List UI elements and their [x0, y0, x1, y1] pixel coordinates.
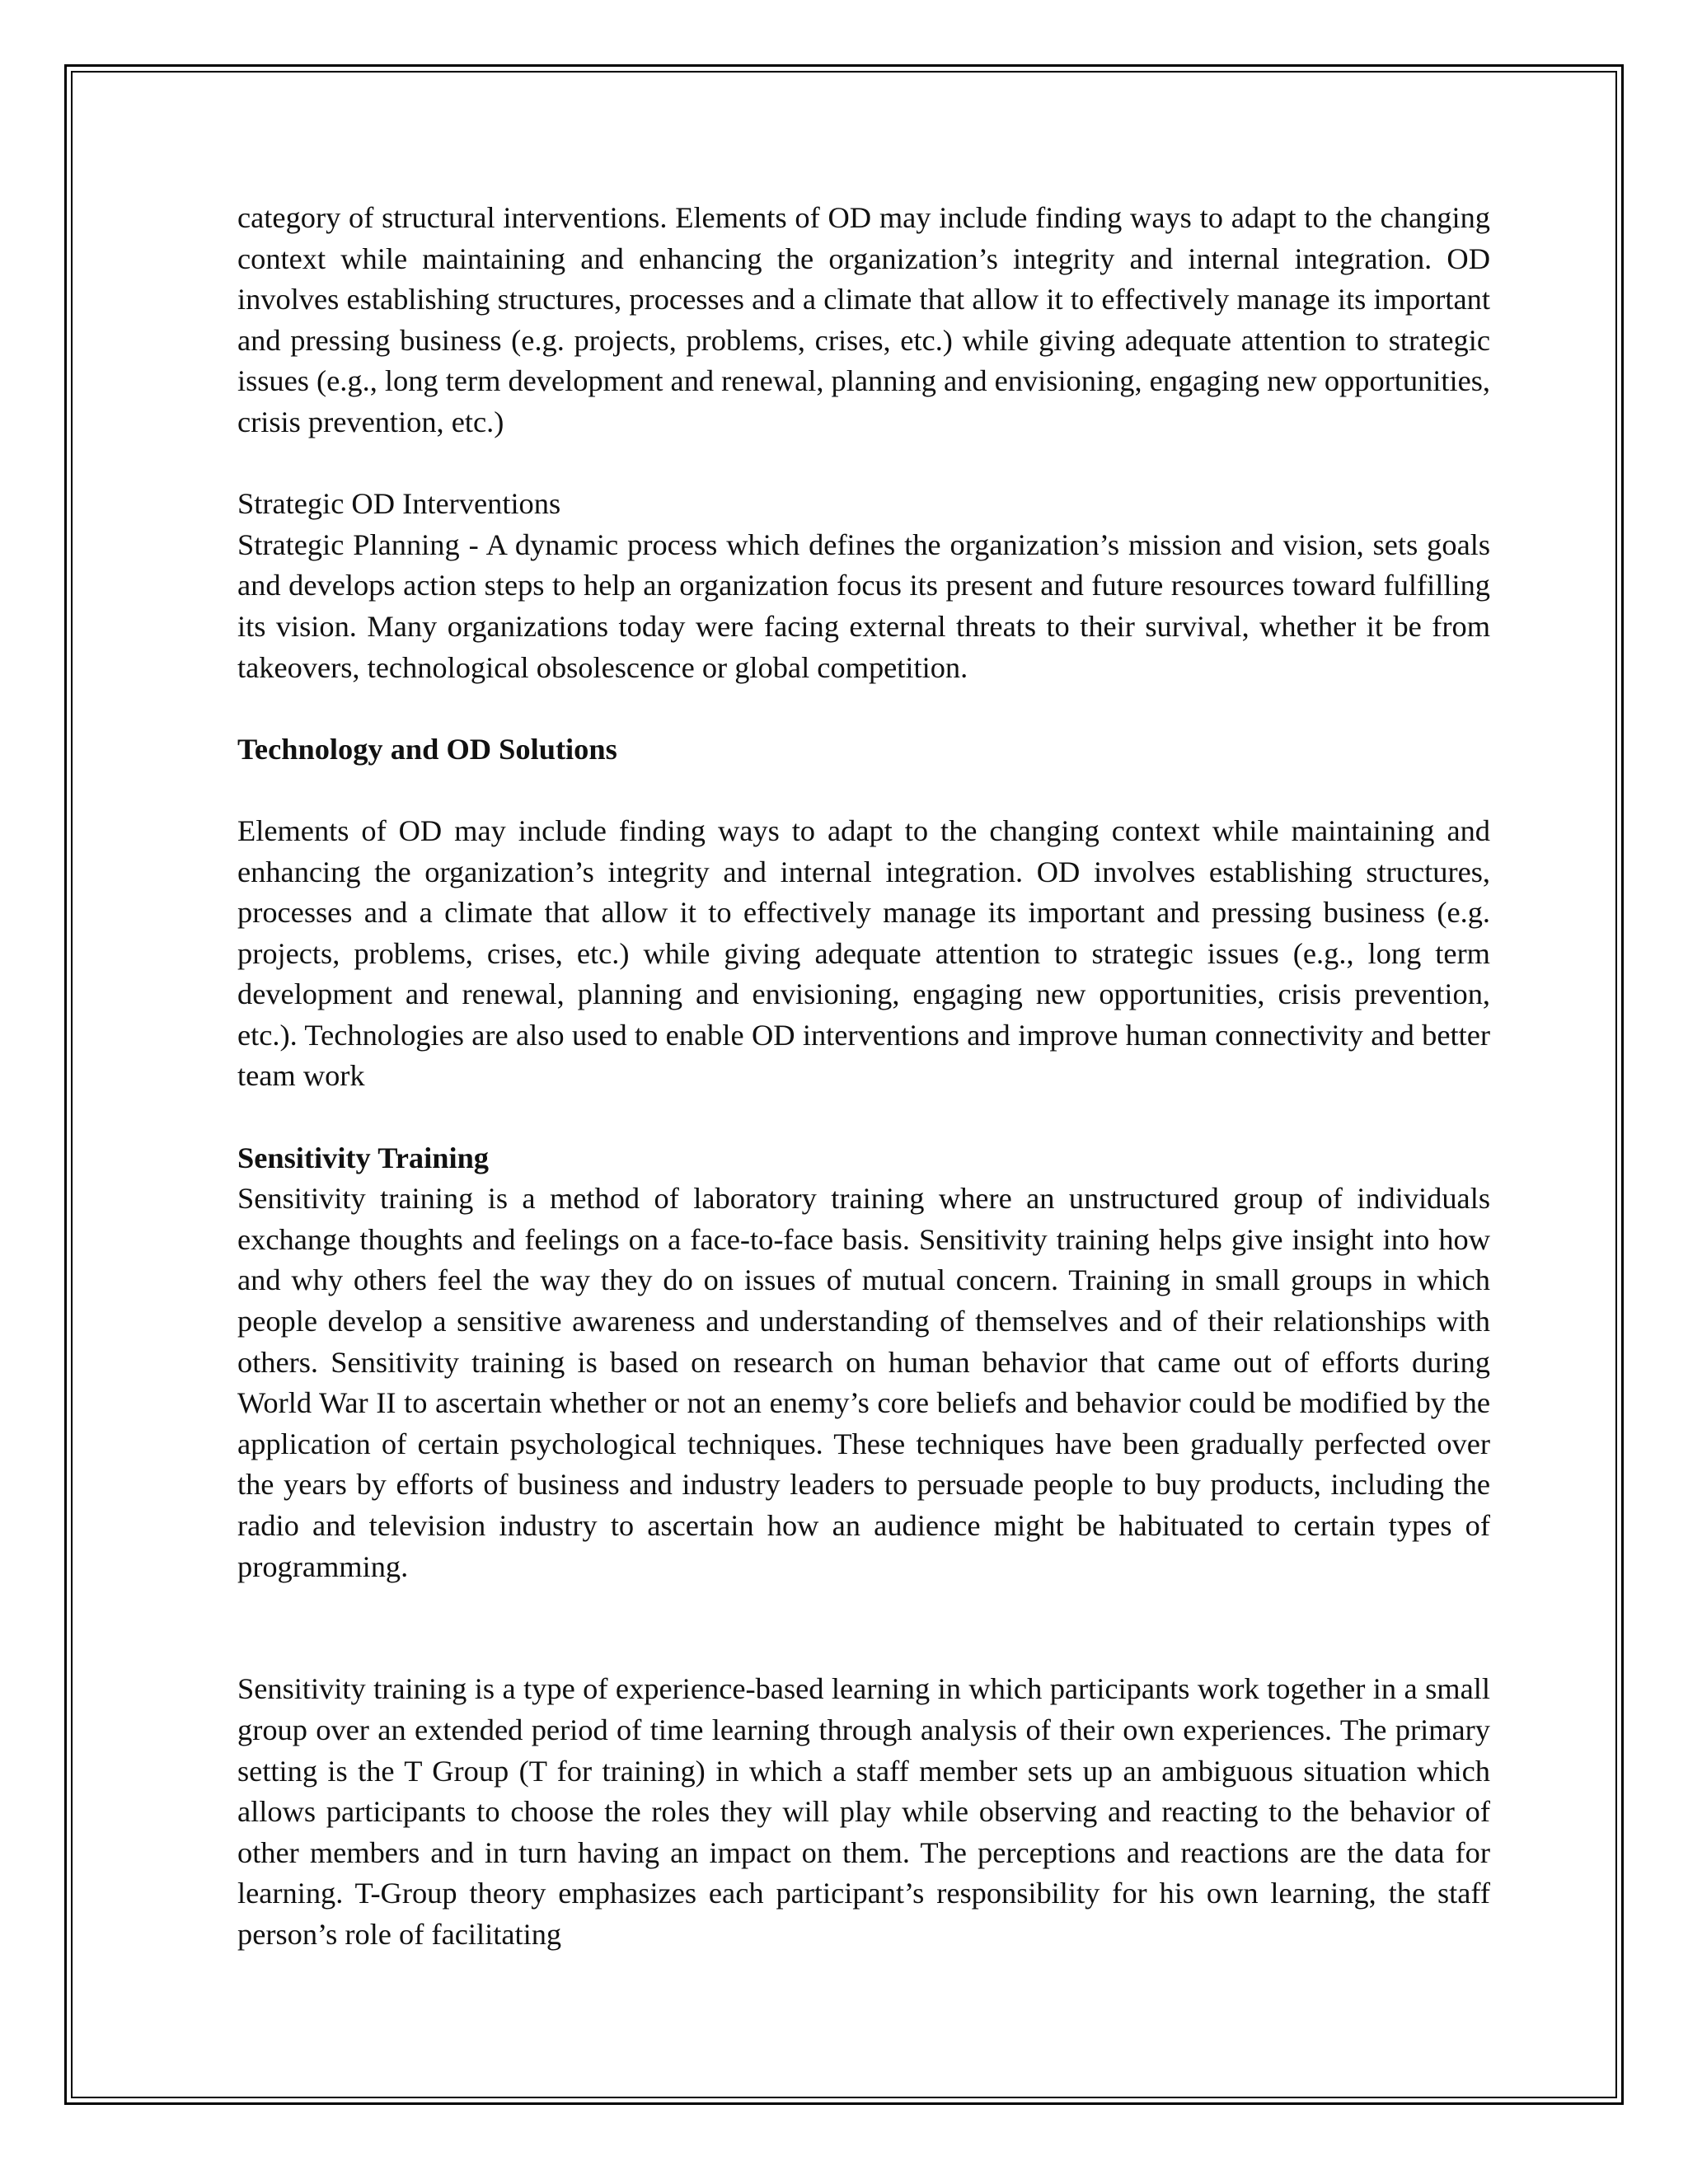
paragraph-sensitivity-training-2: Sensitivity training is a type of experience-based learning in which participants work together in a small group over an extended period of time learning through analysis of their own experiences. The primary setting is the T Group (T for training) in which a staff member sets up an ambiguous situation which allows participants to choose the roles they will play while observing and reacting to the behavior of other members and in turn having an impact on them. The perceptions and reactions are the data for learning. T-Group theory emphasizes each participant’s responsibility for his own learning, the staff person’s role of facilitating — [237, 1672, 1490, 1951]
heading-sensitivity-training: Sensitivity Training — [237, 1141, 490, 1174]
paragraph-sensitivity-training-1: Sensitivity training is a method of laboratory training where an unstructured group of individuals exchange thoughts and feelings on a face-to-face basis. Sensitivity training helps give insight into how and why others feel the way they do on issues of mutual concern. Training in small groups in which people develop a sensitive awareness and understanding of themselves and of their relationships with others. Sensitivity training is based on research on human behavior that came out of efforts during World War II to ascertain whether or not an enemy’s core beliefs and behavior could be modified by the application of certain psychological techniques. These techniques have been gradually perfected over the years by efforts of business and industry leaders to persuade people to buy products, including the radio and television industry to ascertain how an audience might be habituated to certain types of programming. — [237, 1182, 1490, 1583]
document-body — [237, 198, 1490, 1956]
paragraph-structural-interventions: category of structural interventions. Elements of OD may include finding ways to adapt to the changing context while maintaining and enhancing the organization’s integrity and internal integration. OD involves establishing structures, processes and a climate that allow it to effectively manage its important and pressing business (e.g. projects, problems, crises, etc.) while giving adequate attention to strategic issues (e.g., long term development and renewal, planning and envisioning, engaging new opportunities, crisis prevention, etc.) — [237, 201, 1490, 438]
paragraph-technology: Elements of OD may include finding ways to adapt to the changing context while maintaining and enhancing the organization’s integrity and internal integration. OD involves establishing structures, processes and a climate that allow it to effectively manage its important and pressing business (e.g. projects, problems, crises, etc.) while giving adequate attention to strategic issues (e.g., long term development and renewal, planning and envisioning, engaging new opportunities, crisis prevention, etc.). Technologies are also used to enable OD interventions and improve human connectivity and better team work — [237, 813, 1490, 1093]
heading-technology-od-solutions: Technology and OD Solutions — [237, 732, 617, 766]
paragraph-strategic-planning: Strategic Planning - A dynamic process which defines the organization’s mission and vision, sets goals and develops action steps to help an organization focus its present and future resources toward fulfilling its vision. Many organizations today were facing external threats to their survival, whether it be from takeovers, technological obsolescence or global competition. — [237, 527, 1490, 684]
strategic-od-title: Strategic OD Interventions — [237, 487, 561, 521]
